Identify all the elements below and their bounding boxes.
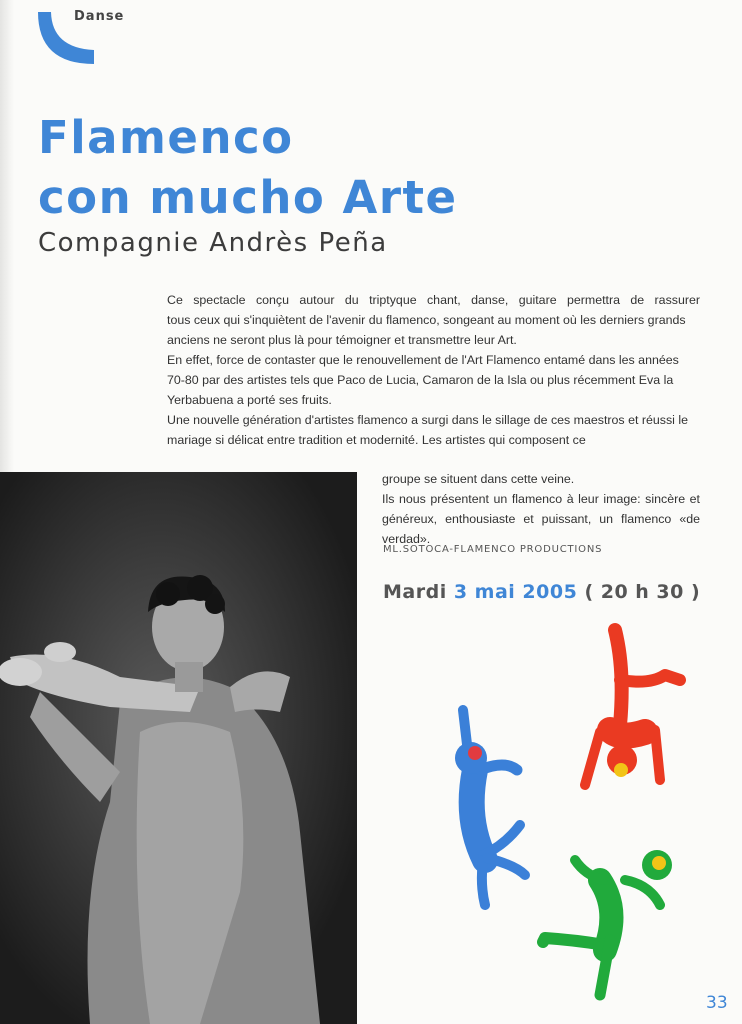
title-line-1: Flamenco — [38, 111, 294, 164]
body-para-3-cont: groupe se situent dans cette veine. — [382, 472, 575, 486]
body-para-3: Une nouvelle génération d'artistes flamenco a surgi dans le sillage de ces maestros et réussi le mariage si délicat entre tradition et modernité. Les artistes qui composent ce — [167, 413, 688, 447]
event-date — [383, 581, 700, 603]
section-label: Danse — [74, 9, 125, 24]
body-text — [167, 290, 700, 450]
green-figure-icon — [543, 850, 672, 995]
body-para-4: Ils nous présentent un flamenco à leur image: sincère et généreux, enthousiaste et puissant, un flamenco «de verdad». — [382, 492, 700, 546]
production-credit: ML.SOTOCA-FLAMENCO PRODUCTIONS — [383, 544, 603, 555]
body-para-1: tous ceux qui s'inquiètent de l'avenir du flamenco, songeant au moment où les derniers grands anciens ne seront plus là pour témoigner et transmettre leur Art. — [167, 313, 686, 347]
body-para-2: En effet, force de contaster que le renouvellement de l'Art Flamenco entamé dans les années 70-80 par des artistes tels que Paco de Lucia, Camaron de la Isla ou plus récemment Eva la Yerbabuena a porté ses fruits. — [167, 353, 679, 407]
subtitle: Compagnie Andrès Peña — [38, 228, 388, 258]
page-number: 33 — [706, 993, 728, 1013]
event-date-value: 3 mai 2005 — [453, 581, 578, 603]
dancing-figures-illustration — [425, 620, 715, 1010]
blue-figure-icon — [455, 710, 525, 905]
body-line-1: Ce spectacle conçu autour du triptyque chant, danse, guitare permettra de rassurer — [167, 293, 700, 307]
red-figure-icon — [585, 630, 680, 785]
body-text-column — [382, 469, 700, 549]
dancer-photo — [0, 472, 357, 1024]
event-time: ( 20 h 30 ) — [584, 581, 701, 603]
event-day: Mardi — [383, 581, 447, 603]
title-line-2: con mucho Arte — [38, 171, 458, 224]
